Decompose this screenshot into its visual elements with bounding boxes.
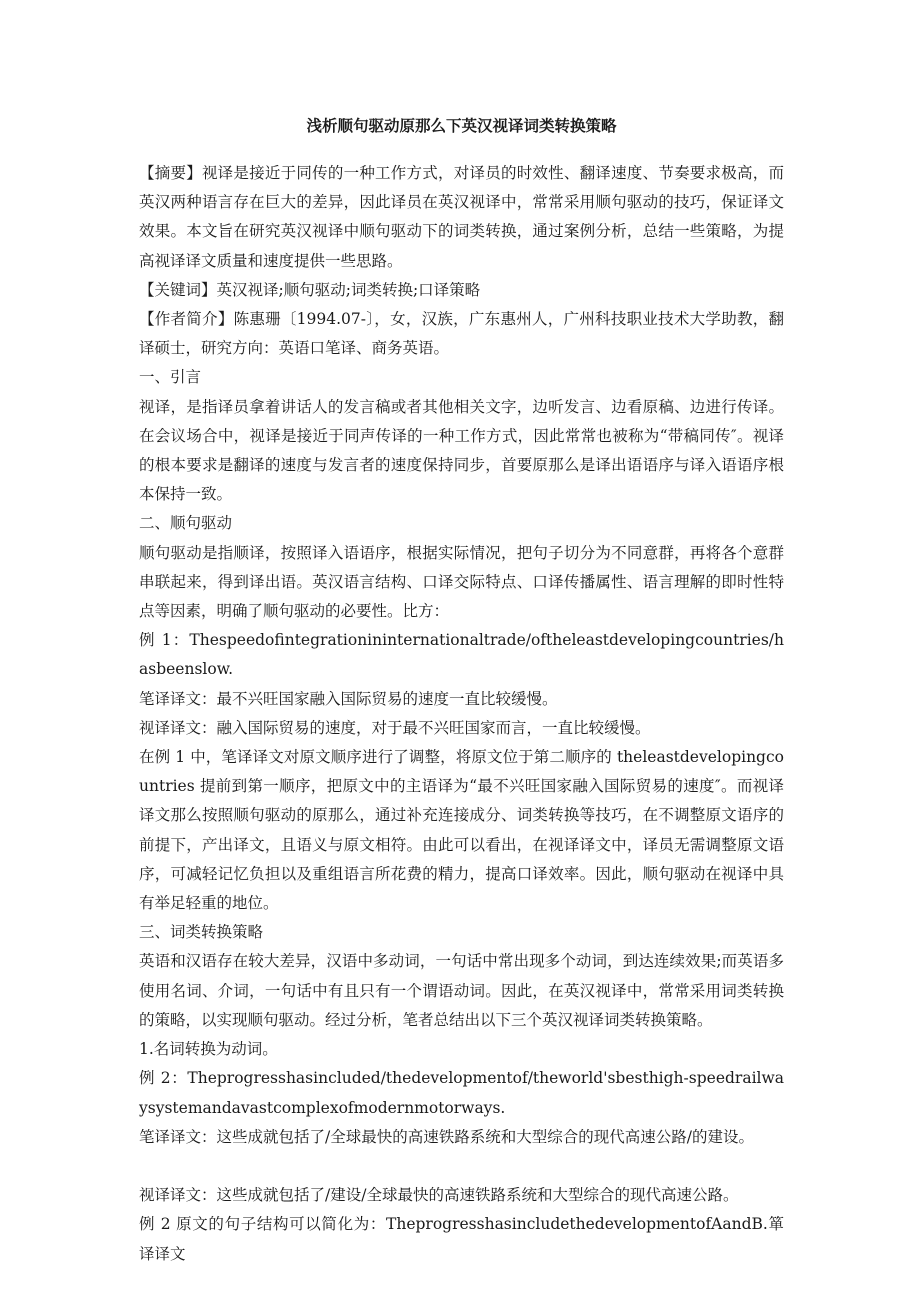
strategy-1-heading: 1.名词转换为动词。 (139, 1040, 278, 1059)
section-heading-introduction: 一、引言 (139, 368, 202, 387)
document-title: 浅析顺句驱动原那么下英汉视译词类转换策略 (306, 116, 617, 135)
example-1-translation: 笔译译文：最不兴旺国家融入国际贸易的速度一直比较缓慢。 (139, 689, 558, 708)
section-heading-conversion-strategies: 三、词类转换策略 (139, 923, 264, 942)
introduction-paragraph: 视译，是指译员拿着讲话人的发言稿或者其他相关文字，边听发言、边看原稿、边进行传译。在会议场合中，视译是接近于同声传译的一种工作方式，因此常常也被称为“带稿同传″。视译的根本要求是翻译的速度与发言者的速度保持同步，首要原那么是译出语语序与译入语语序根本保持一致。 (139, 397, 784, 504)
example-1-sight-translation: 视译译文：融入国际贸易的速度，对于最不兴旺国家而言，一直比较缓慢。 (139, 718, 651, 737)
blank-line (139, 1152, 784, 1181)
document-page (139, 112, 784, 1269)
section-heading-syntactic-linearity: 二、顺句驱动 (139, 514, 233, 533)
keywords-paragraph: 【关键词】英汉视译;顺句驱动;词类转换;口译策略 (139, 280, 481, 299)
example-1-analysis: 在例 1 中，笔译译文对原文顺序进行了调整，将原文位于第二顺序的 theleastdevelopingcountries 提前到第一顺序，把原文中的主语译为“最不兴旺国家融入国际贸易的速度″。而视译译文那么按照顺句驱动的原那么，通过补充连接成分、词类转换等技巧，在不调整原文语序的前提下，产出译文，且语义与原文相符。由此可以看出，在视译译文中，译员无需调整原文语序，可减轻记忆负担以及重组语言所花费的精力，提高口译效率。因此，顺句驱动在视译中具有举足轻重的地位。 (139, 748, 784, 913)
example-1-source: 例 1：Thespeedofintegrationininternationaltrade/oftheleastdevelopingcountries/hasbeenslow. (139, 631, 784, 679)
abstract-paragraph: 【摘要】视译是接近于同传的一种工作方式，对译员的时效性、翻译速度、节奏要求极高，而英汉两种语言存在巨大的差异，因此译员在英汉视译中，常常采用顺句驱动的技巧，保证译文效果。本文旨在研究英汉视译中顺句驱动下的词类转换，通过案例分析，总结一些策略，为提高视译译文质量和速度提供一些思路。 (139, 164, 784, 270)
example-2-analysis: 例 2 原文的句子结构可以简化为：TheprogresshasincludethedevelopmentofAandB.箪译译文 (139, 1215, 784, 1263)
example-2-translation: 笔译译文：这些成就包括了/全球最快的高速铁路系统和大型综合的现代高速公路/的建设。 (139, 1127, 754, 1146)
example-2-source: 例 2：Theprogresshasincluded/thedevelopmentof/theworld'sbesthigh-speedrailwaysystemandavastcomplexofmodernmotorways. (139, 1069, 784, 1117)
conversion-strategies-paragraph: 英语和汉语存在较大差异，汉语中多动词，一句话中常出现多个动词，到达连续效果;而英语多使用名词、介词，一句话中有且只有一个谓语动词。因此，在英汉视译中，常常采用词类转换的策略，以实现顺句驱动。经过分析，笔者总结出以下三个英汉视译词类转换策略。 (139, 952, 784, 1029)
example-2-sight-translation: 视译译文：这些成就包括了/建设/全球最快的高速铁路系统和大型综合的现代高速公路。 (139, 1186, 739, 1205)
syntactic-linearity-paragraph: 顺句驱动是指顺译，按照译入语语序，根据实际情况，把句子切分为不同意群，再将各个意群串联起来，得到译出语。英汉语言结构、口译交际特点、口译传播属性、语言理解的即时性特点等因素，明确了顺句驱动的必要性。比方： (139, 543, 784, 621)
author-bio-paragraph: 【作者简介】陈惠珊〔1994.07-〕，女，汉族，广东惠州人，广州科技职业技术大学助教，翻译硕士，研究方向：英语口笔译、商务英语。 (139, 310, 784, 358)
